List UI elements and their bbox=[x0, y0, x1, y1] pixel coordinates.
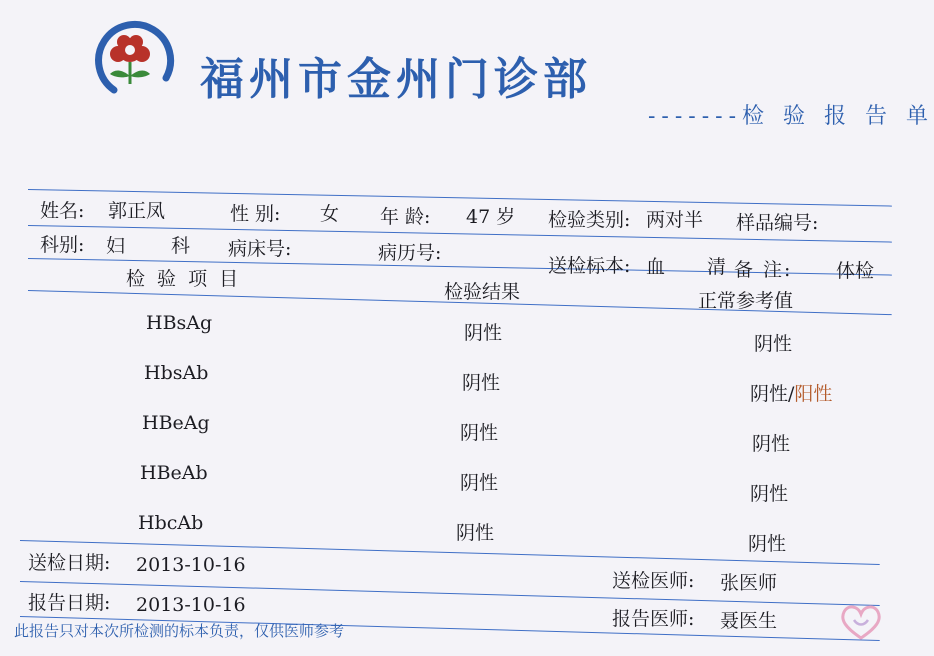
bed-label: 病床号: bbox=[228, 238, 292, 260]
table-row-item: HBeAg bbox=[142, 412, 210, 434]
age-label: 年 龄: bbox=[380, 206, 431, 228]
patient-name: 郭正凤 bbox=[108, 200, 166, 222]
send-doctor-label: 送检医师: bbox=[612, 570, 695, 592]
report-doctor-label: 报告医师: bbox=[612, 608, 695, 630]
table-row-ref: 阴性 bbox=[750, 483, 789, 505]
col-header-result: 检验结果 bbox=[444, 281, 521, 303]
ref-negative-text: 阴性/ bbox=[750, 383, 795, 405]
ref-positive-text: 阳性 bbox=[794, 383, 833, 405]
report-doctor: 聂医生 bbox=[720, 610, 778, 632]
record-label: 病历号: bbox=[378, 242, 442, 264]
col-header-item: 检 验 项 目 bbox=[126, 268, 242, 290]
report-date-label: 报告日期: bbox=[28, 592, 111, 614]
table-row-ref: 阴性 bbox=[748, 533, 787, 555]
dept: 妇 科 bbox=[106, 235, 211, 257]
report-date: 2013-10-16 bbox=[136, 594, 246, 616]
table-row-ref bbox=[750, 385, 832, 404]
table-row-result: 阴性 bbox=[460, 422, 499, 444]
table-row-item: HBeAb bbox=[140, 462, 208, 484]
send-date-label: 送检日期: bbox=[28, 552, 111, 574]
remark-label: 备 注: bbox=[734, 259, 793, 281]
clinic-name: 福州市金州门诊部 bbox=[200, 54, 592, 105]
test-type: 两对半 bbox=[646, 209, 704, 231]
specimen-label: 送检标本: bbox=[548, 255, 631, 277]
table-row-result: 阴性 bbox=[464, 322, 503, 344]
name-label: 姓名: bbox=[40, 200, 85, 222]
table-row-result: 阴性 bbox=[462, 372, 501, 394]
dept-label: 科别: bbox=[40, 234, 85, 256]
table-row-item: HbsAb bbox=[144, 362, 209, 384]
patient-sex: 女 bbox=[320, 203, 340, 225]
table-row-item: HbcAb bbox=[138, 512, 204, 534]
table-row-ref: 阴性 bbox=[752, 433, 791, 455]
sample-no-label: 样品编号: bbox=[736, 212, 819, 234]
send-doctor: 张医师 bbox=[720, 572, 778, 594]
remark: 体检 bbox=[836, 260, 875, 282]
send-date: 2013-10-16 bbox=[136, 554, 246, 576]
col-header-ref: 正常参考值 bbox=[698, 290, 794, 312]
table-row-result: 阴性 bbox=[460, 472, 499, 494]
table-row-result: 阴性 bbox=[456, 522, 495, 544]
patient-age: 47 岁 bbox=[466, 206, 516, 228]
sex-label: 性 别: bbox=[230, 203, 281, 225]
table-row-ref: 阴性 bbox=[754, 333, 793, 355]
test-type-label: 检验类别: bbox=[548, 209, 631, 231]
specimen: 血 清 bbox=[646, 256, 745, 278]
disclaimer: 此报告只对本次所检测的标本负责，仅供医师参考 bbox=[14, 622, 345, 640]
heart-watermark-icon bbox=[836, 598, 886, 644]
clinic-logo-icon bbox=[84, 18, 180, 102]
report-title: -------检 验 报 告 单 bbox=[648, 104, 934, 129]
table-row-item: HBsAg bbox=[146, 312, 213, 334]
